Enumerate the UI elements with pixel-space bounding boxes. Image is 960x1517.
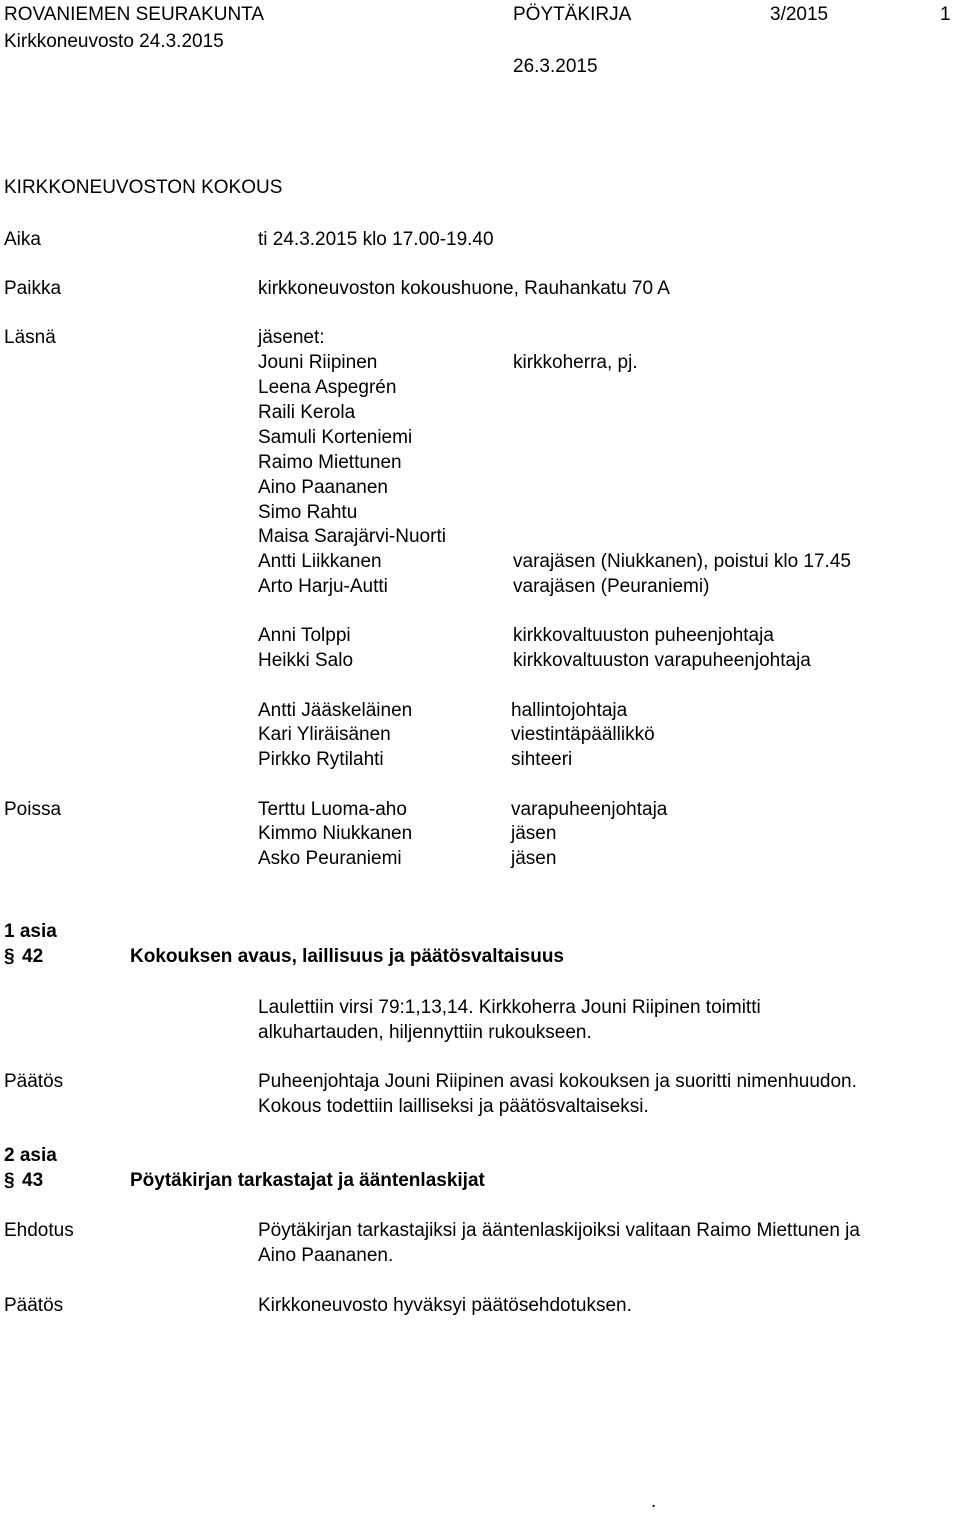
member-name: Jouni Riipinen <box>258 352 378 373</box>
member-name: Samuli Korteniemi <box>258 427 413 448</box>
member-name: Raimo Miettunen <box>258 452 402 473</box>
section-symbol: § <box>4 1170 15 1191</box>
asia-label: 2 asia <box>4 1145 57 1166</box>
document-title: KIRKKONEUVOSTON KOKOUS <box>4 177 283 198</box>
asia-label: 1 asia <box>4 921 57 942</box>
absent-role: jäsen <box>511 823 557 844</box>
aika-label: Aika <box>4 229 41 250</box>
absent-role: jäsen <box>511 848 557 869</box>
paatos-text: Kokous todettiin lailliseksi ja päätösvaltaiseksi. <box>258 1096 649 1117</box>
item-intro-line: alkuhartauden, hiljennyttiin rukoukseen. <box>258 1022 592 1043</box>
member-name: Raili Kerola <box>258 402 356 423</box>
item-title: Pöytäkirjan tarkastajat ja ääntenlaskijat <box>130 1170 485 1191</box>
header-doc-type: PÖYTÄKIRJA <box>513 4 632 25</box>
council-name: Heikki Salo <box>258 650 354 671</box>
header-body-date: Kirkkoneuvosto 24.3.2015 <box>4 31 224 52</box>
staff-role: viestintäpäällikkö <box>511 724 655 745</box>
header-page-number: 1 <box>940 4 951 25</box>
member-name: Antti Liikkanen <box>258 551 382 572</box>
header-doc-number: 3/2015 <box>770 4 829 25</box>
council-name: Anni Tolppi <box>258 625 351 646</box>
council-role: kirkkovaltuuston varapuheenjohtaja <box>513 650 811 671</box>
absent-label: Poissa <box>4 799 62 820</box>
absent-name: Terttu Luoma-aho <box>258 799 407 820</box>
member-role: kirkkoherra, pj. <box>513 352 638 373</box>
members-heading: jäsenet: <box>258 327 325 348</box>
paatos-text: Puheenjohtaja Jouni Riipinen avasi kokouksen ja suoritti nimenhuudon. <box>258 1071 857 1092</box>
lasna-label: Läsnä <box>4 327 56 348</box>
staff-name: Pirkko Rytilahti <box>258 749 384 770</box>
absent-role: varapuheenjohtaja <box>511 799 668 820</box>
member-role: varajäsen (Niukkanen), poistui klo 17.45 <box>513 551 851 572</box>
header-org: ROVANIEMEN SEURAKUNTA <box>4 4 265 25</box>
ehdotus-text: Aino Paananen. <box>258 1245 394 1266</box>
ehdotus-text: Pöytäkirjan tarkastajiksi ja ääntenlaskijoiksi valitaan Raimo Miettunen ja <box>258 1220 860 1241</box>
ehdotus-label: Ehdotus <box>4 1220 74 1241</box>
section-number: 42 <box>22 946 44 967</box>
paatos-label: Päätös <box>4 1071 64 1092</box>
item-intro-line: Laulettiin virsi 79:1,13,14. Kirkkoherra Jouni Riipinen toimitti <box>258 997 761 1018</box>
staff-name: Kari Yliräisänen <box>258 724 391 745</box>
paatos-text: Kirkkoneuvosto hyväksyi päätösehdotuksen. <box>258 1295 632 1316</box>
paikka-value: kirkkoneuvoston kokoushuone, Rauhankatu 70 A <box>258 278 670 299</box>
item-title: Kokouksen avaus, laillisuus ja päätösvaltaisuus <box>130 946 565 967</box>
aika-value: ti 24.3.2015 klo 17.00-19.40 <box>258 229 494 250</box>
council-role: kirkkovaltuuston puheenjohtaja <box>513 625 774 646</box>
absent-name: Asko Peuraniemi <box>258 848 402 869</box>
member-name: Arto Harju-Autti <box>258 576 388 597</box>
absent-name: Kimmo Niukkanen <box>258 823 413 844</box>
footer-mark: . <box>651 1491 657 1512</box>
section-symbol: § <box>4 946 15 967</box>
staff-role: hallintojohtaja <box>511 700 628 721</box>
header-date-2: 26.3.2015 <box>513 56 598 77</box>
staff-name: Antti Jääskeläinen <box>258 700 413 721</box>
section-number: 43 <box>22 1170 44 1191</box>
member-name: Simo Rahtu <box>258 502 358 523</box>
paatos-label: Päätös <box>4 1295 64 1316</box>
member-name: Leena Aspegrén <box>258 377 397 398</box>
member-name: Aino Paananen <box>258 477 388 498</box>
staff-role: sihteeri <box>511 749 573 770</box>
member-name: Maisa Sarajärvi-Nuorti <box>258 526 446 547</box>
paikka-label: Paikka <box>4 278 62 299</box>
member-role: varajäsen (Peuraniemi) <box>513 576 710 597</box>
